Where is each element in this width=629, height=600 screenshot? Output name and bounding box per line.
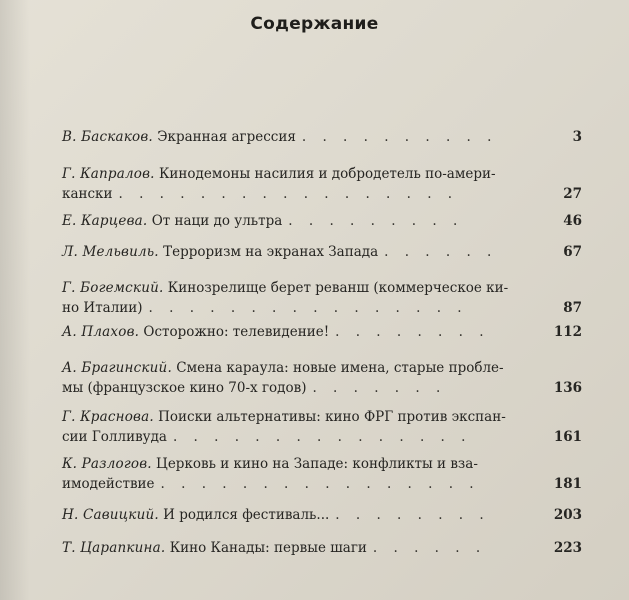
toc-entry-line [62, 454, 532, 474]
toc-title: Кинодемоны насилия и добродетель по-амери- [158, 166, 496, 182]
toc-entry [62, 454, 582, 494]
toc-author: Н. Савицкий. [62, 507, 159, 523]
toc-page-number: 181 [553, 476, 582, 492]
toc-page-number: 223 [553, 540, 582, 556]
toc-entry-line [62, 538, 532, 558]
toc-author: А. Плахов. [62, 324, 140, 340]
leader-dots: . . . . . . [384, 244, 498, 260]
toc-author: К. Разлогов. [62, 456, 152, 472]
toc-page-number: 87 [563, 300, 582, 316]
leader-dots: . . . . . . . . [335, 507, 490, 523]
toc-entry [62, 358, 582, 398]
toc-entry-line [62, 211, 532, 231]
toc-page-number: 203 [553, 507, 582, 523]
toc-title-continued: мы (французское кино 70-х годов) [62, 380, 307, 396]
toc-title: Поиски альтернативы: кино ФРГ против экспан- [158, 409, 506, 425]
toc-entry-line [62, 407, 532, 427]
page-binding-shadow [0, 0, 30, 600]
leader-dots: . . . . . . . . . [288, 213, 464, 229]
toc-title-continued: но Италии) [62, 300, 143, 316]
toc-title: Кино Канады: первые шаги [169, 540, 367, 556]
toc-entry-line [62, 242, 532, 262]
toc-page-number: 67 [563, 244, 582, 260]
toc-title: Экранная агрессия [157, 129, 296, 145]
toc-author: Г. Богемский. [62, 280, 164, 296]
toc-entry-line [62, 427, 532, 447]
toc-entry [62, 127, 582, 147]
leader-dots: . . . . . . . . . . . . . . . . . [118, 186, 459, 202]
toc-page-number: 46 [563, 213, 582, 229]
toc-page-number: 161 [553, 429, 582, 445]
toc-entry-line [62, 127, 532, 147]
toc-entry [62, 164, 582, 204]
toc-title-continued: кански [62, 186, 113, 202]
toc-author: Т. Царапкина. [62, 540, 166, 556]
toc-entry-line [62, 378, 532, 398]
toc-entry-line [62, 358, 532, 378]
toc-author: А. Брагинский. [62, 360, 172, 376]
toc-page-number: 27 [563, 186, 582, 202]
toc-author: Л. Мельвиль. [62, 244, 159, 260]
toc-title: И родился фестиваль... [163, 507, 330, 523]
toc-entry [62, 538, 582, 558]
toc-entry-line [62, 322, 532, 342]
leader-dots: . . . . . . . . . . . . . . . . [160, 476, 480, 492]
leader-dots: . . . . . . . . . . [301, 129, 498, 145]
page-title: Содержание [250, 14, 379, 34]
toc-entry-line [62, 298, 532, 318]
leader-dots: . . . . . . . . . . . . . . . [172, 429, 472, 445]
toc-author: Г. Краснова. [62, 409, 154, 425]
toc-title: Осторожно: телевидение! [143, 324, 330, 340]
leader-dots: . . . . . . . . [335, 324, 490, 340]
toc-title: Терроризм на экранах Запада [163, 244, 379, 260]
toc-page-number: 136 [553, 380, 582, 396]
toc-title: Смена караула: новые имена, старые пробле- [176, 360, 504, 376]
toc-entry-line [62, 164, 532, 184]
toc-page-number: 3 [572, 129, 582, 145]
toc-page-number: 112 [553, 324, 582, 340]
toc-entry-line [62, 278, 532, 298]
toc-entry [62, 242, 582, 262]
leader-dots: . . . . . . . . . . . . . . . . [148, 300, 468, 316]
toc-entry [62, 211, 582, 231]
toc-title: От наци до ультра [151, 213, 283, 229]
toc-title: Кинозрелище берет реванш (коммерческое ки- [167, 280, 509, 296]
toc-author: Е. Карцева. [62, 213, 148, 229]
leader-dots: . . . . . . . [312, 380, 447, 396]
toc-entry [62, 505, 582, 525]
leader-dots: . . . . . . [372, 540, 487, 556]
toc-entry [62, 407, 582, 447]
toc-title: Церковь и кино на Западе: конфликты и вза- [156, 456, 478, 472]
toc-entry [62, 322, 582, 342]
toc-author: В. Баскаков. [62, 129, 153, 145]
toc-title-continued: имодействие [62, 476, 155, 492]
toc-entry-line [62, 474, 532, 494]
toc-title-continued: сии Голливуда [62, 429, 167, 445]
toc-entry-line [62, 505, 532, 525]
toc-entry [62, 278, 582, 318]
toc-entry-line [62, 184, 532, 204]
toc-author: Г. Капралов. [62, 166, 155, 182]
